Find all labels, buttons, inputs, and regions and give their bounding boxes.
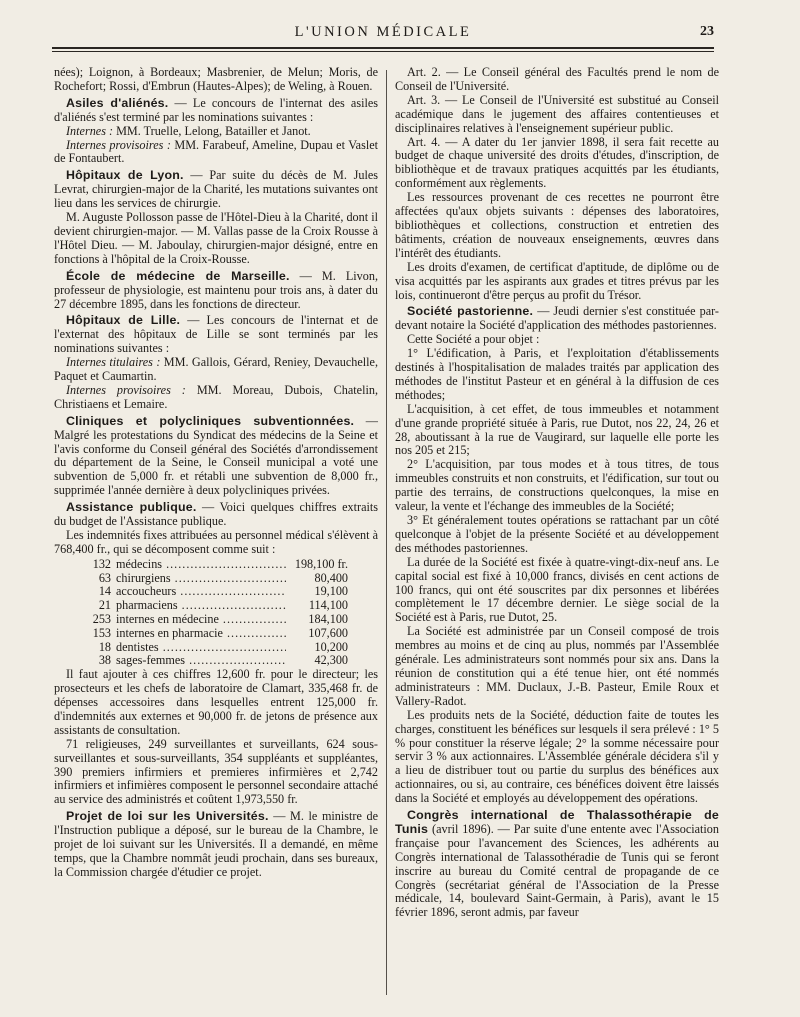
page-number: 23 <box>700 24 714 39</box>
table-row: 153 internes en pharmacie ..... 107,600 <box>88 627 348 641</box>
section-heading: Congrès international de Thalassothérapie de Tunis <box>395 808 719 836</box>
section-heading: Société pastorienne. <box>407 304 534 319</box>
paragraph: L'acquisition, à cet effet, de tous immeubles et notamment d'une grande propriété située à Paris, rue Dutot, nos 22, 24, 26 et 28, aboutissant à la rue de Vaugirard, sur laquelle elle porte les nos 205 et 215; <box>395 401 719 458</box>
header-rule-thin <box>52 51 714 52</box>
indemnities-table <box>88 558 348 668</box>
article-pastorienne: Société pastorienne. — Jeudi dernier s'est constituée par-devant notaire la Société d'application des méthodes pastoriennes. <box>395 304 719 333</box>
paragraph: Cette Société a pour objet : <box>407 332 540 347</box>
paragraph: Les indemnités fixes attribuées au personnel médical s'élèvent à 768,400 fr., qui se décomposent comme suit : <box>54 528 378 556</box>
section-heading: Assistance publique. <box>66 500 197 515</box>
page-header <box>52 22 714 46</box>
article-assistance: Assistance publique. — Voici quelques chiffres extraits du budget de l'Assistance publique. <box>54 500 378 529</box>
article-marseille: École de médecine de Marseille. — M. Livon, professeur de physiologie, est maintenu pour trois ans, à dater du 27 décembre 1895, dans les fonctions de directeur. <box>54 268 378 311</box>
paragraph: Art. 4. — A dater du 1er janvier 1898, il sera fait recette au budget de chaque université des droits d'études, d'inscription, de bibliothèque et de travaux pratiques acquittés par les étudiants, conformément aux règlements. <box>395 134 719 191</box>
header-rule <box>52 47 714 49</box>
section-heading: Asiles d'aliénés. <box>66 95 169 110</box>
journal-title: L'UNION MÉDICALE <box>294 24 472 40</box>
paragraph: La Société est administrée par un Conseil composé de trois membres au moins et de cinq au plus, nommés par l'Assemblée générale. Les administrateurs sont nommés pour six ans. Dans la réunion de constitution qui a été tenue hier, ont été nommés administrateurs : MM. Duclaux, J.-B. Pasteur, Emile Roux et Vallery-Radot. <box>395 624 719 708</box>
paragraph: Internes provisoires : MM. Farabeuf, Ameline, Dupau et Vaslet de Fontaubert. <box>54 137 378 166</box>
paragraph: Internes provisoires : MM. Moreau, Dubois, Chatelin, Christiaens et Lemaire. <box>54 382 378 411</box>
paragraph: 2° L'acquisition, par tous modes et à tous titres, de tous immeubles construits et non construits, et l'édification, sur tout ou partie des terrains, de constructions quelconques, la mise en valeur, la vente et l'échange des immeubles de la Société; <box>395 457 719 514</box>
paragraph: Il faut ajouter à ces chiffres 12,600 fr. pour le directeur; les prosecteurs et les chefs de laboratoire de Clamart, 335,468 fr. de dépenses accessoires dans lesquelles entrent 125,000 fr. d'indemnités aux externes et 90,000 fr. de jetons de présence aux assistants de consultation. <box>54 667 378 737</box>
section-heading: Hôpitaux de Lille. <box>66 313 181 328</box>
table-row: 63 chirurgiens ..... 80,400 <box>88 572 348 586</box>
column-divider <box>386 70 387 995</box>
table-row: 38 sages-femmes ..... 42,300 <box>88 654 348 668</box>
section-heading: Cliniques et polycliniques subventionnées. <box>66 413 355 428</box>
section-heading: École de médecine de Marseille. <box>66 268 290 283</box>
article-cliniques: Cliniques et polycliniques subventionnées. — Malgré les protestations du Syndicat des médecins de la Seine et l'avis conforme du Conseil général des Sociétés d'arrondissement du département de la Seine, le Conseil municipal a voté une subvention de 5,000 fr. et rétabli une subvention de 8,000 fr., supprimée l'année dernière à deux polycliniques privées. <box>54 413 378 498</box>
table-row: 18 dentistes ..... 10,200 <box>88 641 348 655</box>
paragraph: Les produits nets de la Société, déduction faite de toutes les charges, constituent les bénéfices sur lesquels il sera prélevé : 1° 5 % pour constituer la réserve légale; 2° la somme nécessaire pour servir 3 % aux actionnaires. L'Assemblée générale décidera s'il y a lieu de distribuer tout ou partie du surplus des bénéfices aux actionnaires, ou si, au contraire, ces bénéfices doivent être laissés dans la Société et employés au développement des opérations. <box>395 707 719 806</box>
paragraph: Internes titulaires : MM. Gallois, Gérard, Reniey, Devauchelle, Paquet et Caumartin. <box>54 355 378 384</box>
table-row: 14 accoucheurs ..... 19,100 <box>88 585 348 599</box>
paragraph: La durée de la Société est fixée à quatre-vingt-dix-neuf ans. Le capital social est fixé à 10,000 francs, divisés en cent actions de 100 francs, qui ont été souscrites par dix personnes et libérées complètement le 17 décembre dernier. Le siège social de la Société est à Paris, rue Dutot, 25. <box>395 554 719 625</box>
paragraph: Art. 2. — Le Conseil général des Facultés prend le nom de Conseil de l'Université. <box>395 65 719 93</box>
paragraph: 1° L'édification, à Paris, et l'exploitation d'établissements destinés à l'hospitalisation de malades traités par application des méthodes de l'institut Pasteur et en général à la diffusion de ces méthodes; <box>395 346 719 402</box>
paragraph: Les ressources provenant de ces recettes ne pourront être affectées qu'aux objets suivants : dépenses des laboratoires, bibliothèques et collections, construction et entretien des bâtiments, création de nouveaux enseignements, œuvres dans l'intérêt des étudiants. <box>395 190 719 260</box>
paragraph: Les droits d'examen, de certificat d'aptitude, de diplôme ou de visa acquittés par les aspirants aux grades et titres prévus par les lois, continueront d'être perçus au profit du Trésor. <box>395 259 719 302</box>
article-lyon: Hôpitaux de Lyon. — Par suite du décès de M. Jules Levrat, chirurgien-major de la Charité, les mutations suivantes ont lieu dans les services de chirurgie. <box>54 168 378 211</box>
section-heading: Hôpitaux de Lyon. <box>66 168 184 183</box>
paragraph: Internes : MM. Truelle, Lelong, Batailler et Janot. <box>66 123 311 138</box>
table-row: 132 médecins ..... 198,100 fr. <box>88 558 348 572</box>
table-row: 21 pharmaciens ..... 114,100 <box>88 599 348 613</box>
paragraph: nées); Loignon, à Bordeaux; Masbrenier, de Melun; Moris, de Rochefort; Rossi, d'Embrun (Hautes-Alpes); de Weling, à Rouen. <box>54 65 378 93</box>
paragraph: Art. 3. — Le Conseil de l'Université est substitué au Conseil académique dans le jugement des affaires contentieuses et disciplinaires relatives à l'enseignement supérieur public. <box>395 92 719 135</box>
article-congres: Congrès international de Thalassothérapie de Tunis (avril 1896). — Par suite d'une entente avec l'Association française pour l'avancement des Sciences, les adhérents au Congrès international de Talassothéradie de Tunis qui se feront inscrire au bureau du Comité central de propagande de ce Congrès (secrétariat général de l'Association de la Presse médicale, 14, boulevard Saint-Germain, à Paris), avant le 15 février 1896, seront admis, par faveur <box>395 808 719 920</box>
article-projet: Projet de loi sur les Universités. — M. le ministre de l'Instruction publique a déposé, sur le bureau de la Chambre, le projet de loi suivant sur les Universités. Il a demandé, en même temps, que la Chambre nommât jeudi prochain, dans ses bureaux, la Commission chargée d'étudier ce projet. <box>54 809 378 879</box>
paragraph: 71 religieuses, 249 surveillantes et surveillants, 624 sous-surveillantes et sous-surveillants, 354 suppléants et suppléantes, 390 premiers infirmiers et premieres infirmières et 2,742 infirmiers et infimières composent le personnel secondaire attaché au service des administrés et coûtent 1,973,550 fr. <box>54 736 378 807</box>
article-asiles: Asiles d'aliénés. — Le concours de l'internat des asiles d'aliénés s'est terminé par les nominations suivantes : <box>54 95 379 124</box>
section-heading: Projet de loi sur les Universités. <box>66 809 269 824</box>
paragraph: 3° Et généralement toutes opérations se rattachant par un côté quelconque à l'objet de la présente Société et au développement des méthodes pastoriennes. <box>395 513 719 555</box>
table-row: 253 internes en médecine ..... 184,100 <box>88 613 348 627</box>
left-column <box>54 66 378 880</box>
article-lille: Hôpitaux de Lille. — Les concours de l'internat et de l'externat des hôpitaux de Lille se sont terminés par les nominations suivantes : <box>54 313 378 356</box>
paragraph: M. Auguste Pollosson passe de l'Hôtel-Dieu à la Charité, dont il devient chirurgien-major. — M. Vallas passe de la Croix Rousse à l'Hôtel Dieu. — M. Jaboulay, chirurgien-major désigné, entre en fonctions à l'hôpital de la Croix-Rousse. <box>54 210 378 266</box>
right-column <box>395 66 719 920</box>
